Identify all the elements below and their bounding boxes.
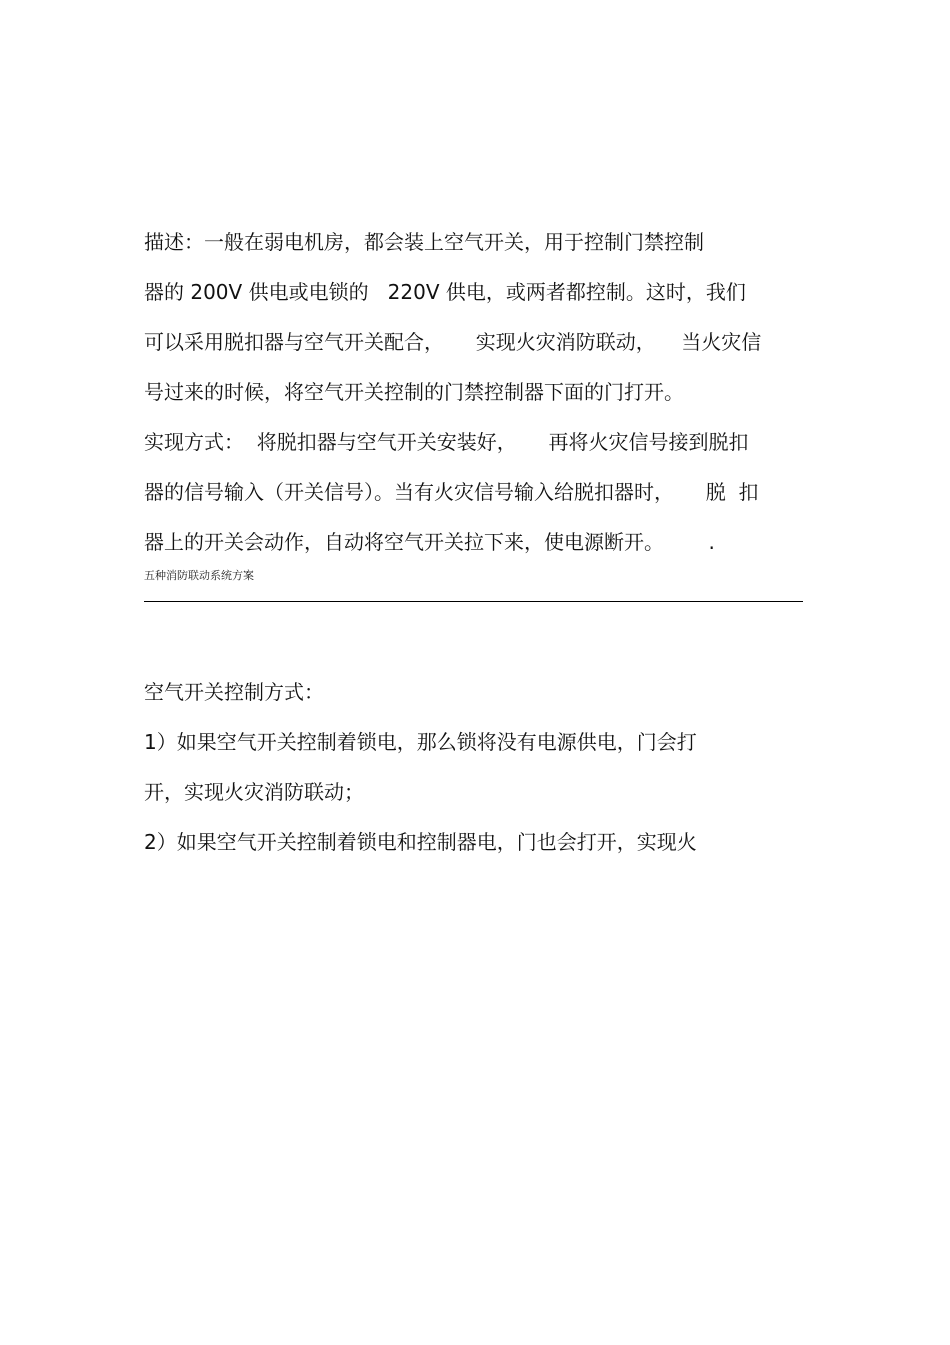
paragraph-line: 器的 200V 供电或电锁的 220V 供电，或两者都控制。这时，我们: [144, 280, 746, 304]
section-heading: 空气开关控制方式：: [144, 680, 324, 704]
running-header: 五种消防联动系统方案: [144, 569, 254, 582]
paragraph-line: 可以采用脱扣器与空气开关配合， 实现火灾消防联动， 当火灾信: [144, 330, 762, 354]
paragraph-line: 号过来的时候，将空气开关控制的门禁控制器下面的门打开。: [144, 380, 684, 404]
list-item-line: 1）如果空气开关控制着锁电，那么锁将没有电源供电，门会打: [144, 730, 697, 754]
paragraph-line: 描述：一般在弱电机房，都会装上空气开关，用于控制门禁控制: [144, 230, 704, 254]
paragraph-line: 实现方式： 将脱扣器与空气开关安装好， 再将火灾信号接到脱扣: [144, 430, 749, 454]
paragraph-line: 器上的开关会动作，自动将空气开关拉下来，使电源断开。 .: [144, 530, 715, 554]
paragraph-line: 器的信号输入（开关信号）。当有火灾信号输入给脱扣器时， 脱 扣: [144, 480, 759, 504]
list-item-line: 开，实现火灾消防联动；: [144, 780, 364, 804]
list-item-line: 2）如果空气开关控制着锁电和控制器电，门也会打开，实现火: [144, 830, 697, 854]
header-divider: [144, 601, 803, 602]
